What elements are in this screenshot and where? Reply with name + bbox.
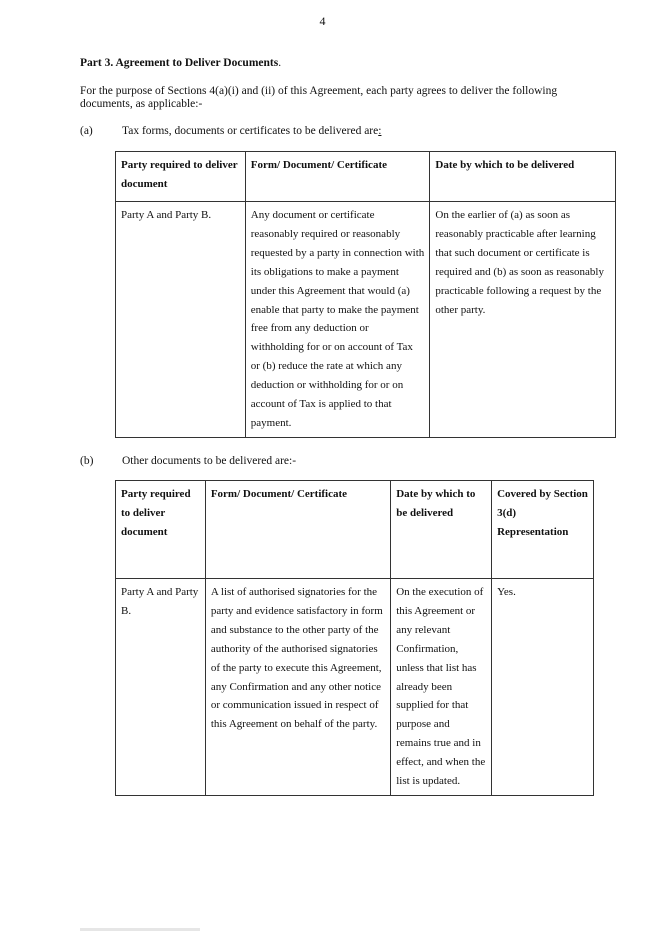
section-a-text-main: Tax forms, documents or certificates to be delivered are bbox=[122, 125, 379, 137]
header-party: Party required to deliver document bbox=[116, 152, 246, 202]
intro-paragraph: For the purpose of Sections 4(a)(i) and (ii) of this Agreement, each party agrees to deliver the following documents, as applicable:- bbox=[80, 85, 558, 110]
header-covered: Covered by Section 3(d) Representation bbox=[492, 481, 594, 579]
cell-form: A list of authorised signatories for the party and evidence satisfactory in form and substance to the other party of the authority of the authorised signatories of the party to execute this Agreement, any Confirmation and any other notice or communication issued in respect of this Agreement on behalf of the party. bbox=[205, 579, 390, 796]
page-number: 4 bbox=[319, 14, 326, 28]
header-date: Date by which to be delivered bbox=[391, 481, 492, 579]
section-a-text-suffix: : bbox=[378, 125, 382, 137]
footer-mark bbox=[80, 928, 200, 931]
cell-date: On the execution of this Agreement or any relevant Confirmation, unless that list has already been supplied for that purpose and remains true and in effect, and when the list is updated. bbox=[391, 579, 492, 796]
table-row bbox=[116, 579, 594, 796]
section-a-text bbox=[122, 125, 381, 137]
section-heading-period: . bbox=[278, 57, 282, 69]
table-row bbox=[116, 202, 616, 438]
header-form: Form/ Document/ Certificate bbox=[245, 152, 430, 202]
header-form: Form/ Document/ Certificate bbox=[205, 481, 390, 579]
cell-covered: Yes. bbox=[492, 579, 594, 796]
tax-documents-table bbox=[115, 151, 616, 438]
header-date: Date by which to be delivered bbox=[430, 152, 616, 202]
other-documents-table bbox=[115, 480, 594, 796]
header-party: Party required to deliver document bbox=[116, 481, 206, 579]
section-a-label: (a) bbox=[80, 125, 93, 137]
cell-form: Any document or certificate reasonably required or reasonably requested by a party in connection with its obligations to make a payment under this Agreement that would (a) enable that party to make the payment free from any deduction or withholding for or on account of Tax or (b) reduce the rate at which any deduction or withholding for or on account of Tax is applied to that payment. bbox=[245, 202, 430, 438]
table-header-row bbox=[116, 152, 616, 202]
cell-date: On the earlier of (a) as soon as reasonably practicable after learning that such document or certificate is required and (b) as soon as reasonably practicable following a request by the other party. bbox=[430, 202, 616, 438]
section-heading bbox=[80, 57, 281, 69]
cell-party: Party A and Party B. bbox=[116, 202, 246, 438]
section-b-text: Other documents to be delivered are:- bbox=[122, 455, 297, 467]
cell-party: Party A and Party B. bbox=[116, 579, 206, 796]
section-heading-text: Part 3. Agreement to Deliver Documents bbox=[80, 57, 279, 69]
table-header-row bbox=[116, 481, 594, 579]
section-b-label: (b) bbox=[80, 455, 94, 467]
